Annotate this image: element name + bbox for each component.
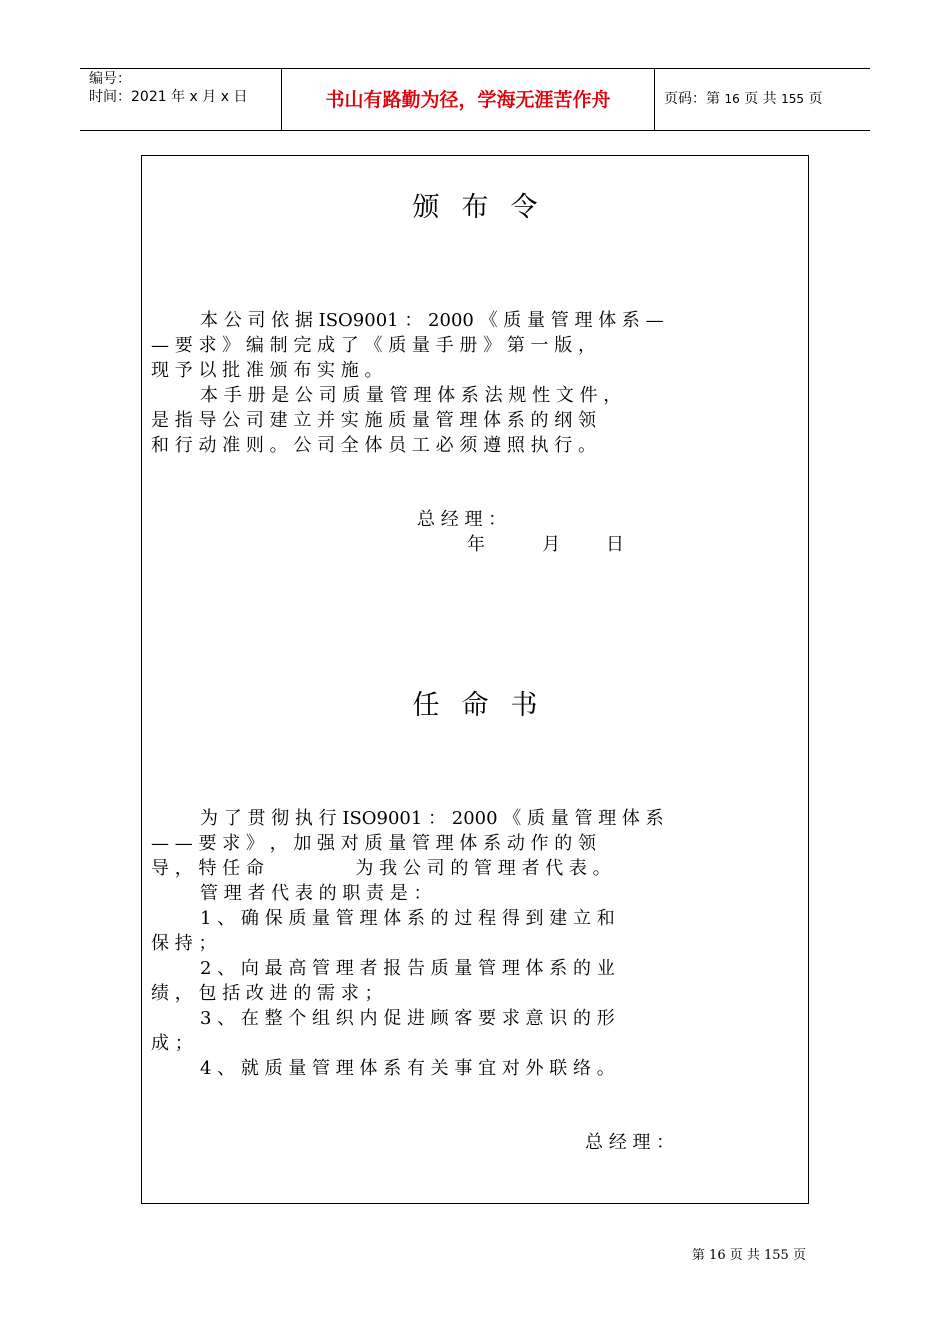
page-middle: 页 共 bbox=[744, 91, 777, 107]
decree-date: 年 月 日 bbox=[467, 534, 624, 555]
appointment-line-3: 导 ， 特 任 命 为 我 公 司 的 管 理 者 代 表 。 bbox=[151, 858, 611, 879]
document-number-label: 编号： bbox=[89, 71, 131, 87]
decree-line-1: 本 公 司 依 据 ISO9001 ： 2000 《 质 量 管 理 体 系 — bbox=[200, 310, 664, 331]
footer-prefix: 第 bbox=[691, 1248, 705, 1263]
appointment-line-4: 管 理 者 代 表 的 职 责 是 ： bbox=[200, 883, 432, 904]
footer-middle: 页 共 bbox=[729, 1248, 760, 1263]
appointment-line-8: 绩 ， 包 括 改 进 的 需 求 ； bbox=[151, 983, 383, 1004]
appointment-title-text: 任命书 bbox=[412, 690, 560, 721]
appointment-line-9: 3 、 在 整 个 组 织 内 促 进 顾 客 要 求 意 识 的 形 bbox=[200, 1008, 615, 1029]
decree-line-6: 和 行 动 准 则 。 公 司 全 体 员 工 必 须 遵 照 执 行 。 bbox=[151, 435, 596, 456]
page-current: 16 bbox=[724, 92, 740, 106]
footer-suffix: 页 bbox=[792, 1248, 806, 1263]
appointment-line-1: 为 了 贯 彻 执 行 ISO9001 ： 2000 《 质 量 管 理 体 系 bbox=[200, 808, 664, 829]
header-page-number bbox=[664, 90, 822, 108]
decree-line-5: 是 指 导 公 司 建 立 并 实 施 质 量 管 理 体 系 的 纲 领 bbox=[151, 410, 596, 431]
page-prefix: 页码：第 bbox=[664, 91, 720, 107]
appointment-line-5: 1 、 确 保 质 量 管 理 体 系 的 过 程 得 到 建 立 和 bbox=[200, 908, 615, 929]
page-header bbox=[80, 68, 870, 131]
page-suffix: 页 bbox=[808, 91, 823, 107]
footer-total: 155 bbox=[764, 1248, 789, 1263]
appointment-title bbox=[142, 690, 808, 722]
header-motto: 书山有路勤为径，学海无涯苦作舟 bbox=[325, 89, 611, 111]
document-time-label: 时间：2021 年 x 月 x 日 bbox=[89, 89, 248, 105]
decree-line-2: — 要 求 》 编 制 完 成 了 《 质 量 手 册 》 第 一 版 ， bbox=[151, 335, 596, 356]
header-page-cell bbox=[655, 69, 870, 130]
header-meta-cell bbox=[80, 69, 282, 130]
appointment-line-10: 成 ； bbox=[151, 1033, 193, 1054]
decree-title bbox=[142, 192, 808, 224]
appointment-signer: 总 经 理 ： bbox=[585, 1132, 675, 1153]
decree-line-4: 本 手 册 是 公 司 质 量 管 理 体 系 法 规 性 文 件 ， bbox=[200, 385, 622, 406]
decree-signer: 总 经 理 ： bbox=[417, 509, 507, 530]
appointment-line-11: 4 、 就 质 量 管 理 体 系 有 关 事 宜 对 外 联 络 。 bbox=[200, 1058, 615, 1079]
appointment-line-2: — — 要 求 》 ， 加 强 对 质 量 管 理 体 系 动 作 的 领 bbox=[151, 833, 596, 854]
footer-current: 16 bbox=[709, 1248, 726, 1263]
appointment-line-7: 2 、 向 最 高 管 理 者 报 告 质 量 管 理 体 系 的 业 bbox=[200, 958, 615, 979]
footer-page-number bbox=[692, 1248, 806, 1264]
document-frame bbox=[141, 155, 809, 1204]
decree-title-text: 颁布令 bbox=[412, 192, 560, 223]
page-total: 155 bbox=[781, 92, 804, 106]
appointment-line-6: 保 持 ； bbox=[151, 933, 217, 954]
decree-line-3: 现 予 以 批 准 颁 布 实 施 。 bbox=[151, 360, 383, 381]
header-motto-cell bbox=[282, 69, 655, 130]
